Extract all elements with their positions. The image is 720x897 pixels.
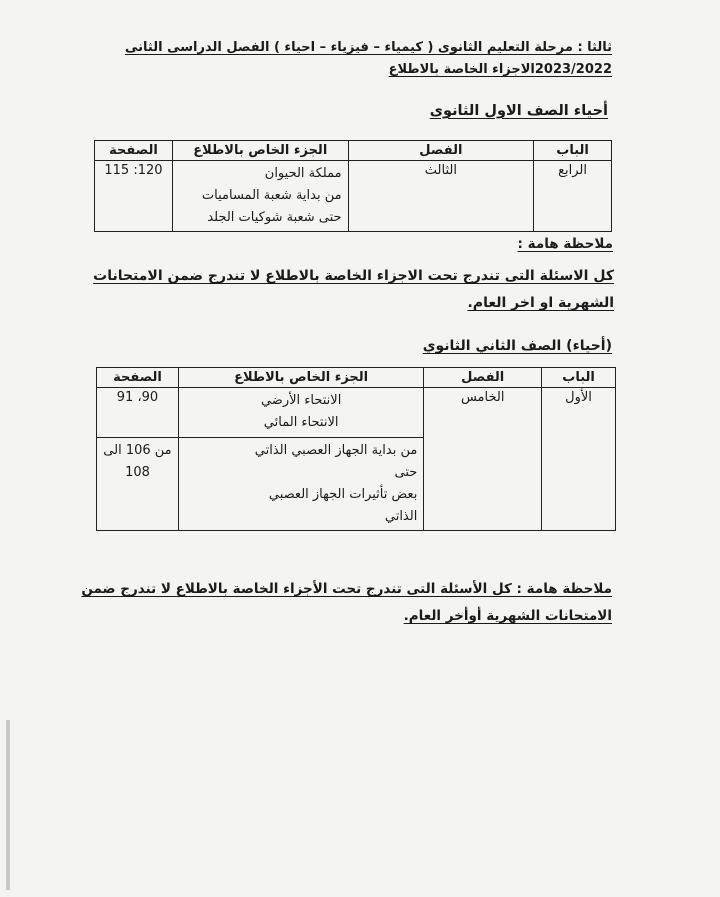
cell-part bbox=[172, 161, 348, 232]
cell-pages bbox=[97, 438, 179, 531]
table-row bbox=[95, 161, 612, 232]
cell-part bbox=[178, 438, 423, 531]
cell-fasl: الثالث bbox=[348, 161, 534, 232]
part-line: حتى شعبة شوكيات الجلد bbox=[207, 210, 342, 225]
table-header-row bbox=[97, 368, 616, 388]
cell-bab: الأول bbox=[542, 388, 616, 531]
part-line: من بداية شعبة المساميات bbox=[201, 188, 342, 203]
scan-edge-mark bbox=[6, 720, 10, 890]
column-header: الصفحة bbox=[97, 368, 179, 388]
column-header: الجزء الخاص بالاطلاع bbox=[178, 368, 423, 388]
part-line: الانتحاء الأرضي bbox=[260, 393, 342, 408]
section2-table bbox=[96, 367, 616, 531]
note2-line-1: ملاحظة هامة : كل الأسئلة التى تندرج تحت الأجزاء الخاصة بالاطلاع لا تندرج ضمن bbox=[81, 581, 612, 597]
part-line: من بداية الجهاز العصبي الذاتي bbox=[254, 443, 418, 458]
cell-pages: 120: 115 bbox=[95, 161, 173, 232]
pages-line: من 106 الى bbox=[103, 443, 172, 458]
part-line: الذاتي bbox=[384, 509, 418, 524]
part-line: الانتحاء المائي bbox=[263, 415, 339, 430]
column-header: الصفحة bbox=[95, 141, 173, 161]
column-header: الفصل bbox=[424, 368, 542, 388]
part-line: مملكة الحيوان bbox=[264, 166, 342, 181]
header-line-2: 2023/2022الاجزاء الخاصة بالاطلاع bbox=[388, 62, 612, 77]
section1-table bbox=[94, 140, 612, 232]
table-row bbox=[97, 388, 616, 438]
section2-title: (أحياء) الصف الثاني الثانوي bbox=[422, 338, 612, 354]
column-header: الجزء الخاص بالاطلاع bbox=[172, 141, 348, 161]
table-header-row bbox=[95, 141, 612, 161]
note-line-2: الشهرية او اخر العام. bbox=[467, 295, 614, 311]
header-line-1: ثالثا : مرحلة التعليم الثانوى ( كيمياء – فيزياء – احياء ) الفصل الدراسى الثانى bbox=[124, 40, 612, 55]
note2-line-2: الامتحانات الشهرية أوأخر العام. bbox=[403, 608, 612, 624]
cell-part bbox=[178, 388, 423, 438]
column-header: الفصل bbox=[348, 141, 534, 161]
note-label: ملاحظة هامة : bbox=[517, 236, 613, 252]
part-line: بعض تأثيرات الجهاز العصبي bbox=[268, 487, 418, 502]
note-line-1: كل الاسئلة التى تندرج تحت الاجزاء الخاصة بالاطلاع لا تندرج ضمن الامتحانات bbox=[93, 268, 614, 284]
section1-title: أحياء الصف الاول الثانوى bbox=[429, 103, 608, 119]
cell-fasl: الخامس bbox=[424, 388, 542, 531]
column-header: الباب bbox=[534, 141, 612, 161]
pages-line: 108 bbox=[125, 465, 150, 480]
cell-pages: 90، 91 bbox=[97, 388, 179, 438]
part-line: حتى bbox=[394, 465, 418, 480]
cell-bab: الرابع bbox=[534, 161, 612, 232]
column-header: الباب bbox=[542, 368, 616, 388]
